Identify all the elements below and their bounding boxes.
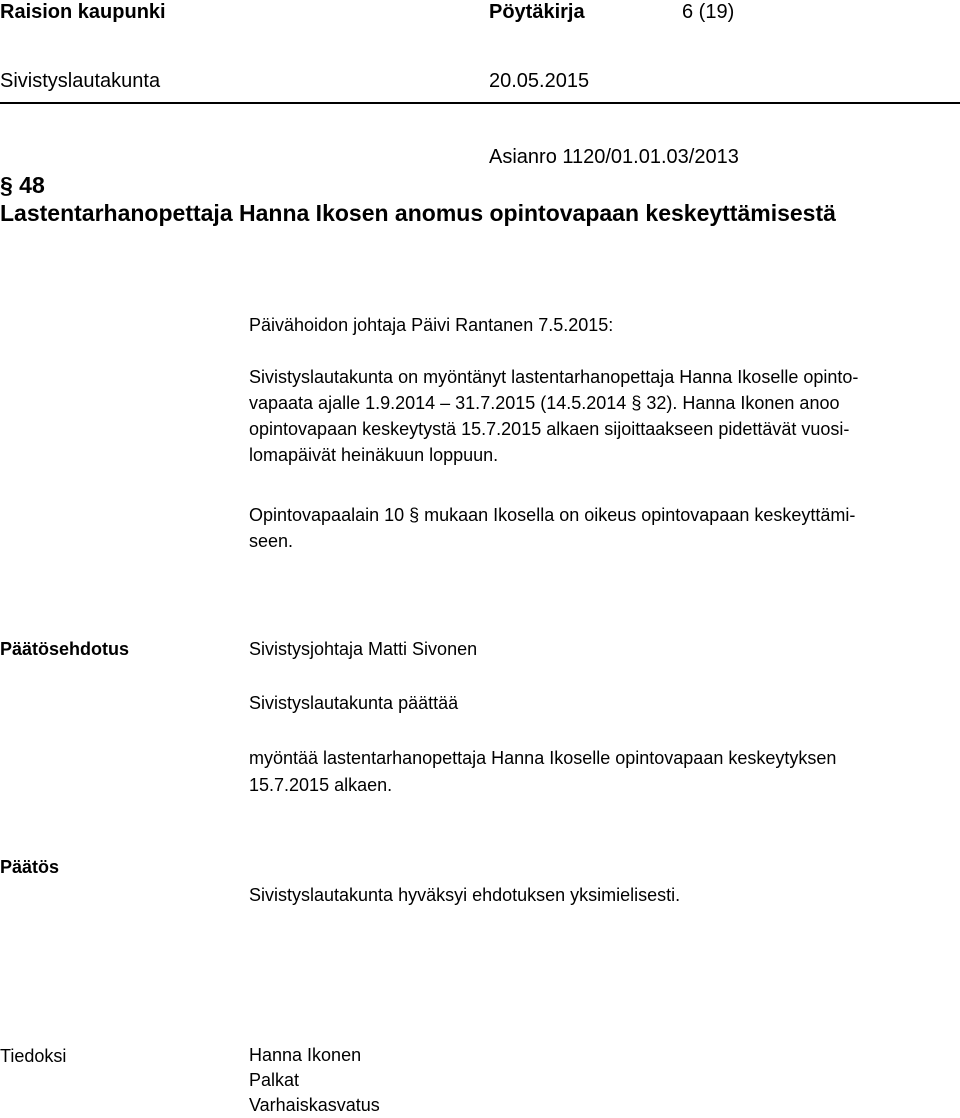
proposal-label: Päätösehdotus	[0, 639, 130, 659]
notifications-label: Tiedoksi	[0, 1046, 67, 1066]
paragraph-line: lomapäivät heinäkuun loppuun.	[249, 445, 499, 465]
case-number: Asianro 1120/01.01.03/2013	[489, 146, 739, 168]
paragraph-line: vapaata ajalle 1.9.2014 – 31.7.2015 (14.5.2014 § 32). Hanna Ikonen anoo	[249, 393, 840, 413]
header-divider	[0, 102, 960, 104]
decision-label: Päätös	[0, 857, 60, 877]
meeting-date: 20.05.2015	[489, 70, 590, 92]
decision-line: myöntää lastentarhanopettaja Hanna Ikoselle opintovapaan keskeytyksen	[249, 748, 837, 768]
paragraph-line: opintovapaan keskeytystä 15.7.2015 alkaen sijoittaakseen pidettävät vuosi-	[249, 419, 850, 439]
section-number: § 48	[0, 172, 45, 198]
page-number: 6 (19)	[682, 1, 735, 23]
preparation-paragraph-1	[249, 364, 858, 468]
proposer: Sivistysjohtaja Matti Sivonen	[249, 639, 478, 659]
paragraph-line: Sivistyslautakunta on myöntänyt lastentarhanopettaja Hanna Ikoselle opinto-	[249, 367, 859, 387]
paragraph-line: seen.	[249, 531, 294, 551]
case-title: Lastentarhanopettaja Hanna Ikosen anomus opintovapaan keskeyttämisestä	[0, 200, 836, 226]
organization-name: Raision kaupunki	[0, 1, 166, 23]
decision-text: Sivistyslautakunta hyväksyi ehdotuksen yksimielisesti.	[249, 885, 681, 905]
decision-line: 15.7.2015 alkaen.	[249, 775, 393, 795]
preparer-line: Päivähoidon johtaja Päivi Rantanen 7.5.2015:	[249, 315, 614, 335]
document-type: Pöytäkirja	[489, 1, 585, 23]
board-name: Sivistyslautakunta	[0, 70, 161, 92]
paragraph-line: Opintovapaalain 10 § mukaan Ikosella on oikeus opintovapaan keskeyttämi-	[249, 505, 856, 525]
board-decides: Sivistyslautakunta päättää	[249, 693, 459, 713]
proposal-decision	[249, 745, 836, 799]
recipient: Hanna Ikonen	[249, 1045, 362, 1065]
preparation-paragraph-2	[249, 502, 855, 554]
recipient: Palkat	[249, 1070, 300, 1090]
recipient: Varhaiskasvatus	[249, 1095, 380, 1115]
recipient-list	[249, 1043, 380, 1118]
